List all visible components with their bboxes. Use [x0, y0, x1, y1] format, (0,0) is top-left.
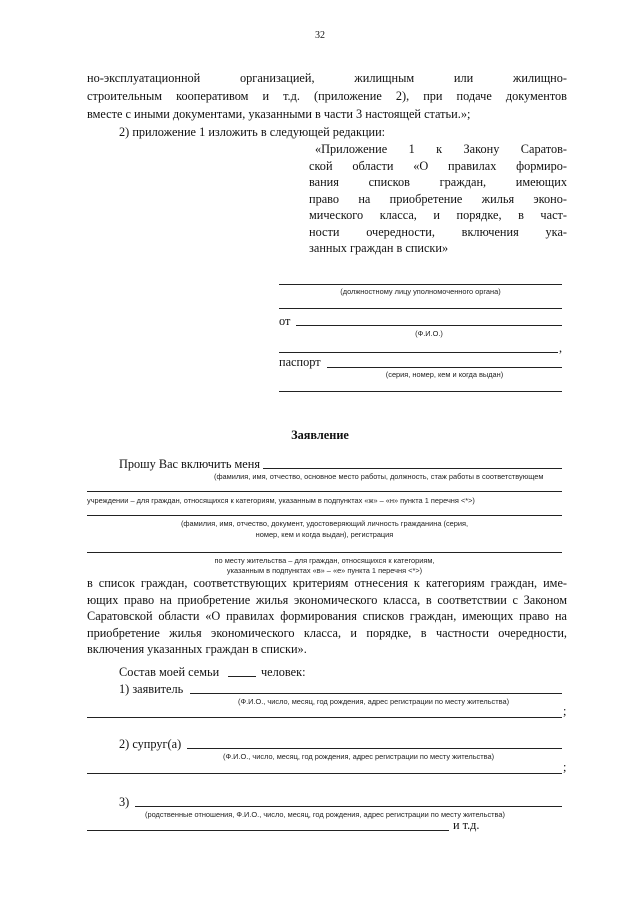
member-1-caption: (Ф.И.О., число, месяц, год рождения, адрес регистрации по месту жительства): [238, 697, 510, 706]
member-1-field-2[interactable]: [87, 717, 562, 718]
appendix-header-line: право на приобретение жилья эконо-: [309, 191, 567, 206]
comma: ,: [559, 341, 563, 355]
request-caption-4: номер, кем и когда выдан), регистрация: [255, 530, 394, 539]
member-1-end: ;: [563, 704, 567, 718]
member-3-field[interactable]: [135, 806, 562, 807]
member-1-label: 1) заявитель: [119, 682, 184, 696]
member-2-label: 2) супруг(а): [119, 737, 182, 751]
request-text: Прошу Вас включить меня: [119, 457, 260, 471]
body-line: в список граждан, соответствующих критериям отнесения к категориям граждан, име-: [87, 576, 567, 590]
family-count-field[interactable]: [228, 676, 256, 677]
body-line: ющих право на приобретение жилья экономического класса, в соответствии с Законом: [87, 592, 567, 607]
appendix-header-line: вания списков граждан, имеющих: [309, 175, 567, 189]
continuation-line-2: строительным кооперативом и т.д. (приложение 2), при подаче документов: [87, 89, 567, 103]
request-caption-1: (фамилия, имя, отчество, основное место работы, должность, стаж работы в соответствующем: [214, 472, 544, 481]
appendix-header-line: ности очередности, включения ука-: [309, 224, 567, 239]
request-caption-6: указанным в подпунктах «в» – «е» пункта 1 перечня <*>): [226, 566, 423, 575]
passport-field[interactable]: [327, 367, 562, 368]
fio-field-2[interactable]: [279, 352, 558, 353]
request-caption-2: учреждении – для граждан, относящихся к категориям, указанным в подпунктах «ж» – «н» пункта 1 перечня <*>): [87, 496, 475, 505]
family-intro-b: человек:: [261, 665, 306, 679]
member-2-end: ;: [563, 760, 567, 774]
official-field[interactable]: [279, 284, 562, 285]
request-caption-3: (фамилия, имя, отчество, документ, удостоверяющий личность гражданина (серия,: [180, 519, 469, 528]
body-line: включения указанных граждан в списки».: [87, 642, 307, 656]
from-fio-field[interactable]: [296, 325, 562, 326]
page-number: 32: [315, 30, 325, 41]
member-2-field[interactable]: [187, 748, 562, 749]
member-3-label: 3): [119, 795, 130, 809]
passport-caption: (серия, номер, кем и когда выдан): [385, 370, 504, 379]
request-field-1[interactable]: [263, 468, 562, 469]
member-2-caption: (Ф.И.О., число, месяц, год рождения, адрес регистрации по месту жительства): [223, 752, 495, 761]
appendix-header-line: ской области «О правилах формиро-: [309, 158, 567, 173]
official-field-2[interactable]: [279, 308, 562, 309]
member-3-field-2[interactable]: [87, 830, 449, 831]
body-line: приобретение жилья экономического класса, и порядке, в частности очередности,: [87, 625, 567, 640]
member-2-field-2[interactable]: [87, 773, 562, 774]
request-field-3[interactable]: [87, 515, 562, 516]
member-3-caption: (родственные отношения, Ф.И.О., число, месяц, год рождения, адрес регистрации по месту жительства): [145, 810, 505, 819]
appendix-header: [309, 141, 567, 257]
continuation-line-3: вместе с иными документами, указанными в части 3 настоящей статьи.»;: [87, 107, 471, 121]
member-1-field[interactable]: [190, 693, 562, 694]
passport-label: паспорт: [279, 355, 321, 369]
request-field-2[interactable]: [87, 491, 562, 492]
etc-text: и т.д.: [453, 818, 480, 832]
appendix-header-line: «Приложение 1 к Закону Саратов-: [315, 142, 567, 156]
document-title: Заявление: [291, 428, 349, 442]
appendix-header-line: мического класса, и порядке, в част-: [309, 208, 567, 222]
request-field-4[interactable]: [87, 552, 562, 553]
passport-field-2[interactable]: [279, 391, 562, 392]
official-caption: (должностному лицу уполномоченного органа): [340, 287, 501, 296]
family-intro-a: Состав моей семьи: [119, 665, 220, 679]
continuation-line-1: но-эксплуатационной организацией, жилищным или жилищно-: [87, 71, 567, 85]
fio-caption: (Ф.И.О.): [415, 329, 443, 338]
item-2-text: 2) приложение 1 изложить в следующей редакции:: [119, 125, 386, 139]
body-paragraph: [87, 575, 567, 658]
request-caption-5: по месту жительства – для граждан, относящихся к категориям,: [214, 556, 435, 565]
from-label: от: [279, 314, 291, 328]
appendix-header-line: занных граждан в списки»: [309, 241, 449, 255]
body-line: Саратовской области «О правилах формирования списков граждан, имеющих право на: [87, 609, 567, 623]
